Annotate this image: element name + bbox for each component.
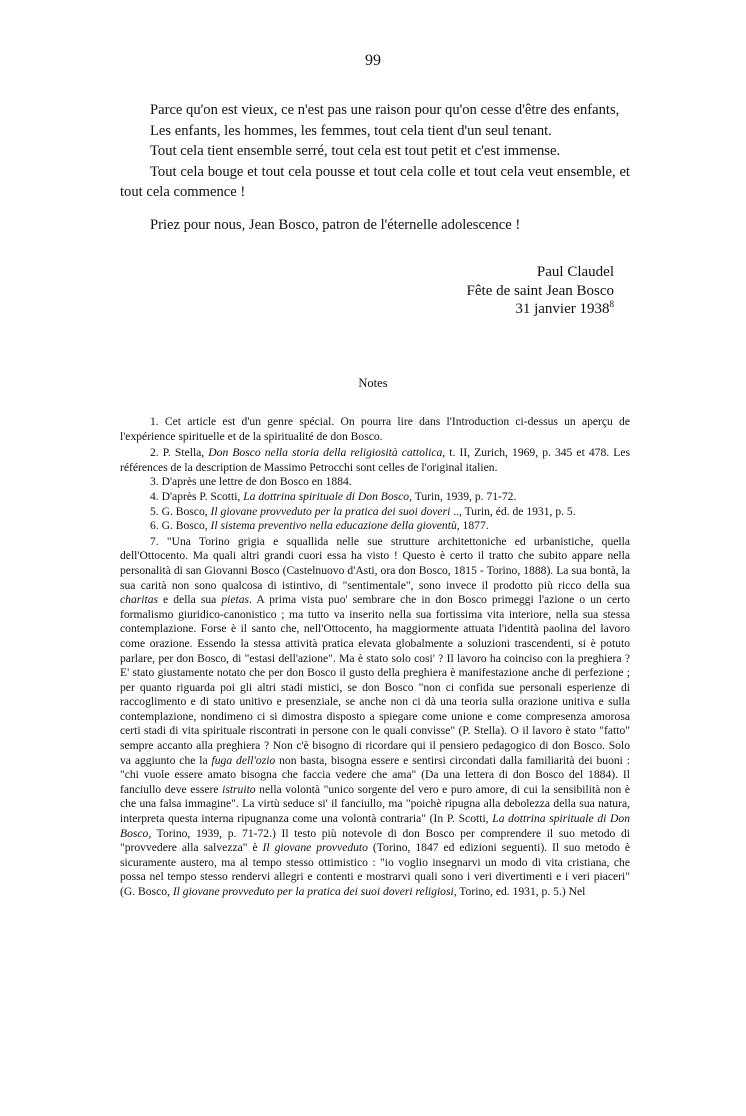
page-number: 99 (365, 52, 381, 69)
note-2 (120, 446, 630, 475)
note-text: .., Turin, éd. de 1931, p. 5. (450, 504, 576, 518)
note-text: 5. G. Bosco, (150, 504, 211, 518)
note-title: La dottrina spirituale di Don Bosco (243, 489, 410, 503)
note-title: Il giovane provveduto per la pratica dei suoi doveri (210, 504, 451, 518)
note-text: t. II, Zurich, 1969, p. 345 et 478. Les références de la description de Massimo Petrocchi sont celles de l'original italien. (120, 446, 630, 474)
note-text: , Turin, 1939, p. 71-72. (409, 489, 517, 503)
note-text: (Torino, 1847 ed edizioni seguenti). Il suo metodo è sicuramente austero, ma al tempo stesso ottimistico : "io voglio insegnarvi un modo di vita cristiana, che possa nel tempo stesso rendervi allegri e contenti e mostrarvi quali sono i veri divertimenti e i veri piaceri" (G. Bosco, (120, 841, 630, 898)
note-text: 6. G. Bosco, (150, 519, 211, 533)
note-italic: istruito (222, 782, 256, 796)
note-text: non basta, bisogna essere e sentirsi circondati dalla familiarità dei buoni : "chi vuole essere amato bisogna che faccia vedere che ama" (Da una lettera di don Bosco del 1884). Il fanciullo deve essere (120, 753, 630, 796)
note-title: Il giovane provveduto (262, 841, 368, 855)
poem-line: Les enfants, les hommes, les femmes, tout cela tient d'un seul tenant. (150, 122, 552, 139)
poem-line: Tout cela tient ensemble serré, tout cela est tout petit et c'est immense. (150, 143, 561, 159)
poem-line: Priez pour nous, Jean Bosco, patron de l'éternelle adolescence ! (150, 216, 521, 233)
note-title: Don Bosco nella storia della religiosità cattolica, (208, 446, 446, 460)
note-title: Il giovane provveduto per la pratica dei suoi doveri religiosi (172, 885, 454, 898)
poem-line: Tout cela bouge et tout cela pousse et tout cela colle et tout cela veut ensemble, et tout cela commence ! (120, 163, 630, 200)
signature-date-line (467, 300, 614, 319)
note-1: 1. Cet article est d'un genre spécial. On pourra lire dans l'Introduction ci-dessus un aperçu de l'expérience spirituelle et de la spiritualité de don Bosco. (120, 415, 630, 443)
signature-block (467, 263, 614, 319)
note-7 (120, 535, 630, 900)
note-title: La dottrina spirituale di Don Bosco (120, 812, 630, 840)
signature-date: 31 janvier 1938 (515, 301, 610, 317)
notes-heading: Notes (358, 376, 388, 390)
note-text: 7. "Una Torino grigia e squallida nelle sue strutture architettoniche ed urbanistiche, quella dell'Ottocento. Ma quali altri grandi cuori essa ha visto ! Questo è certo il tratto che subito appare nella personalità di san Giovanni Bosco (Castelnuovo d'Asti, ora don Bosco, 1815 - Torino, 1888). La sua bontà, la sua carità non sono qualcosa di istintivo, di "sentimentale", sono invece il prodotto più ricco della sua (120, 534, 630, 592)
note-italic: pietas (221, 593, 250, 607)
note-6 (120, 519, 630, 534)
signature-author: Paul Claudel (536, 264, 614, 280)
note-4 (120, 490, 630, 505)
note-title: Il sistema preventivo nella educazione della gioventù (210, 519, 457, 533)
note-text: nella volontà "unico sorgente del vero e puro amore, di cui la sensibilità non è che una falsa immagine". La virtù seduce si' il fanciullo, ma "poichè ripugna alla debolezza della sua natura, interpreta questa interna ripugnanza come una volontà contraria" (In P. Scotti, (120, 782, 630, 826)
note-5 (120, 505, 630, 520)
note-italic: charitas (120, 593, 159, 607)
poem-block (120, 100, 630, 235)
note-text: , Torino, 1939, p. 71-72.) Il testo più notevole di don Bosco per comprendere il suo metodo di "provvedere alla salvezza" è (120, 826, 630, 855)
note-text: , 1877. (456, 519, 489, 533)
note-italic: fuga dell'ozio (211, 753, 276, 767)
note-text: , Torino, ed. 1931, p. 5.) Nel (453, 885, 586, 898)
note-text: 2. P. Stella, (150, 446, 209, 460)
note-text: e della sua (158, 593, 222, 607)
note-text: . A prima vista puo' sembrare che in don Bosco primeggi l'azione o un certo formalismo giuridico-canonistico ; ma tutto va inserito nella sua fortissima vita interiore, nella sua stessa contemplazione. Forse è il santo che, nell'Ottocento, ha maggiormente attuata l'identità paolina del lavoro come orazione. Essendo la stessa attività pratica elevata globalmente a soluzioni trascendenti, si è potuto parlare, per don Bosco, di "estasi dell'azione". Ma è stato solo cosi' ? Il lavoro ha coinciso con la preghiera ? E' stato giustamente notato che per don Bosco il gusto della preghiera è manifestazione anche di perfezione ; per quanto riguarda poi gli altri stadi mistici, se don Bosco "non ci confida sue personali esperienze di raccoglimento e di stato unitivo e presenziale, se anche non ci dà una teoria sulla orazione unitiva e sulla contemplazione, nondimeno ci si dimostra disposto a spiegare come unione e come compresenza amorosa certi stadi di vita spirituale riscontrati in persone con le quali convisse" (P. Stella). O il lavoro è stato "fatto" sempre accanto alla preghiera ? Non c'è bisogno di ricordare qui il pensiero pedagogico di don Bosco. Solo va aggiunto che la (120, 593, 630, 767)
note-text: 4. D'après P. Scotti, (150, 489, 244, 503)
note-3: 3. D'après une lettre de don Bosco en 1884. (150, 475, 352, 489)
footnote-reference: 8 (609, 299, 614, 309)
notes-list (120, 415, 630, 900)
poem-line: Parce qu'on est vieux, ce n'est pas une raison pour qu'on cesse d'être des enfants, (150, 102, 620, 118)
signature-occasion: Fête de saint Jean Bosco (466, 282, 614, 299)
